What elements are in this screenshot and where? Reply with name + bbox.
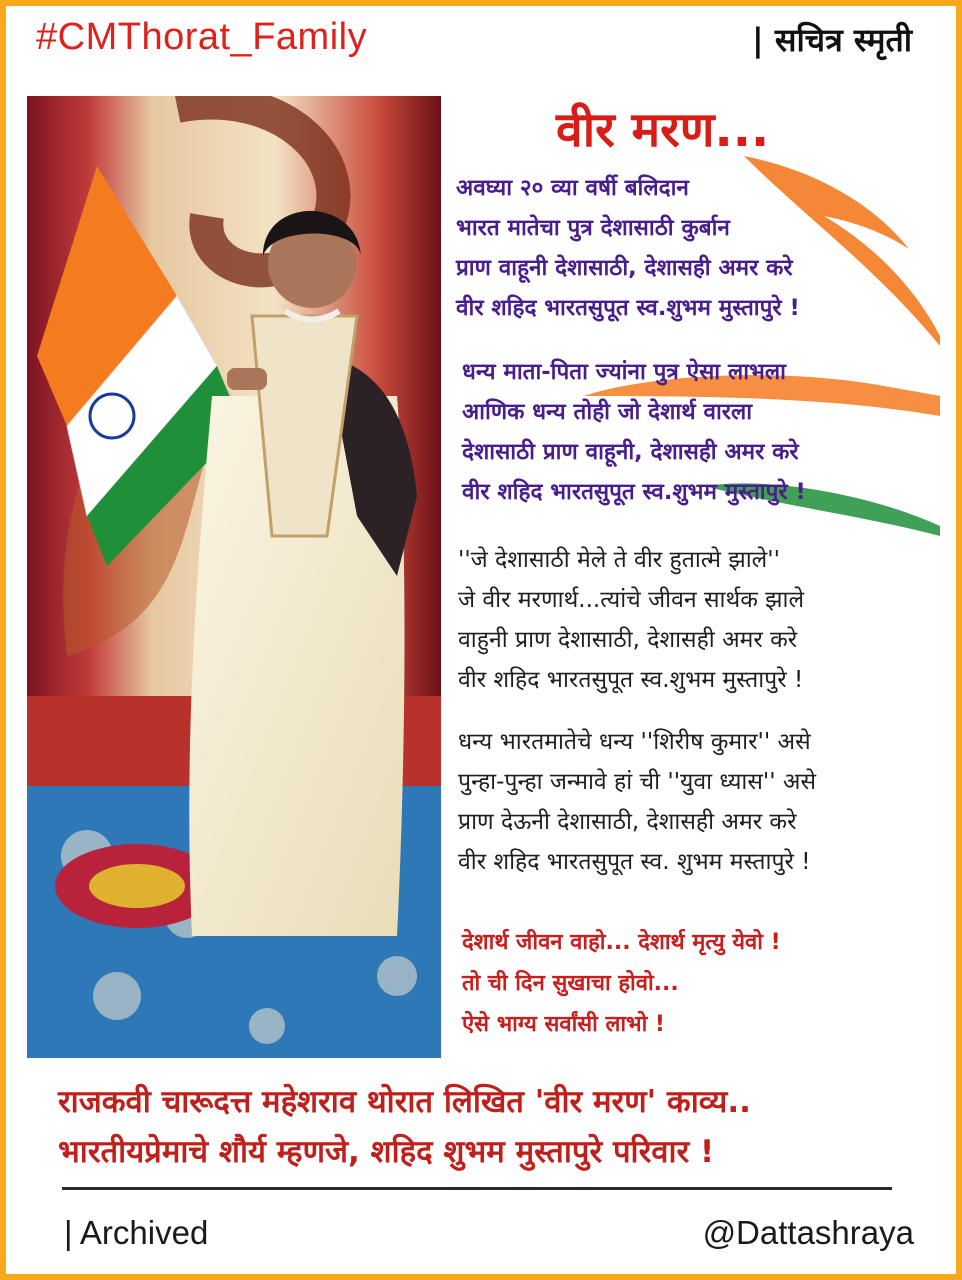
stanza-4 (458, 722, 940, 882)
verse-line: धन्य माता-पिता ज्यांना पुत्र ऐसा लाभला (462, 359, 786, 385)
verse-line: प्राण वाहूनी देशासाठी, देशासही अमर करे (456, 255, 793, 281)
verse-line: धन्य भारतमातेचे धन्य ''शिरीष कुमार'' असे (458, 729, 811, 755)
portrait-illustration (27, 96, 441, 1058)
verse-line: पुन्हा-पुन्हा जन्मावे हां ची ''युवा ध्यास'' असे (458, 769, 816, 795)
archived-label: | Archived (64, 1214, 209, 1251)
stanza-5 (462, 922, 940, 1045)
verse-line: तो ची दिन सुखाचा होवो... (462, 971, 679, 996)
verse-line: अवघ्या २० व्या वर्षी बलिदान (456, 175, 689, 201)
stanza-2 (462, 352, 940, 512)
verse-line: जे वीर मरणार्थ...त्यांचे जीवन सार्थक झाले (458, 587, 805, 613)
verse-line: वीर शहिद भारतसुपूत स्व.शुभम मुस्तापुरे ! (456, 295, 800, 321)
verse-line: वाहुनी प्राण देशासाठी, देशासही अमर करे (458, 627, 798, 653)
verse-line: वीर शहिद भारतसुपूत स्व.शुभम मुस्तापुरे ! (458, 667, 804, 693)
verse-line: वीर शहिद भारतसुपूत स्व.शुभम मुस्तापुरे ! (462, 479, 806, 505)
section-label: | सचित्र स्मृती (752, 21, 912, 59)
poem-panel (444, 96, 940, 1058)
verse-line: ''जे देशासाठी मेले ते वीर हुतात्मे झाले'' (458, 547, 780, 573)
verse-line: ऐसे भाग्य सर्वांसी लाभो ! (462, 1012, 665, 1037)
verse-line: आणिक धन्य तोही जो देशार्थ वारला (462, 399, 753, 425)
divider (62, 1187, 892, 1190)
stanza-1 (456, 168, 940, 328)
verse-line: भारत मातेचा पुत्र देशासाठी कुर्बान (456, 215, 730, 241)
portrait-photo (27, 96, 441, 1058)
caption-line-1: राजकवी चारूदत्त महेशराव थोरात लिखित 'वीर मरण' काव्य.. (58, 1084, 751, 1120)
hand (227, 368, 267, 390)
hashtag-title: #CMThorat_Family (36, 16, 368, 58)
verse-line: देशासाठी प्राण वाहूनी, देशासही अमर करे (462, 439, 799, 465)
caption-line-2: भारतीयप्रेमाचे शौर्य म्हणजे, शहिद शुभम मुस्तापुरे परिवार ! (58, 1134, 715, 1170)
verse-line: देशार्थ जीवन वाहो... देशार्थ मृत्यु येवो ! (462, 930, 781, 955)
author-handle: @Dattashraya (702, 1214, 914, 1251)
verse-line: प्राण देऊनी देशासाठी, देशासही अमर करे (458, 809, 797, 835)
stanza-3 (458, 540, 940, 700)
verse-line: वीर शहिद भारतसुपूत स्व. शुभम मस्तापुरे ! (458, 849, 811, 875)
poem-title: वीर मरण... (556, 102, 770, 158)
